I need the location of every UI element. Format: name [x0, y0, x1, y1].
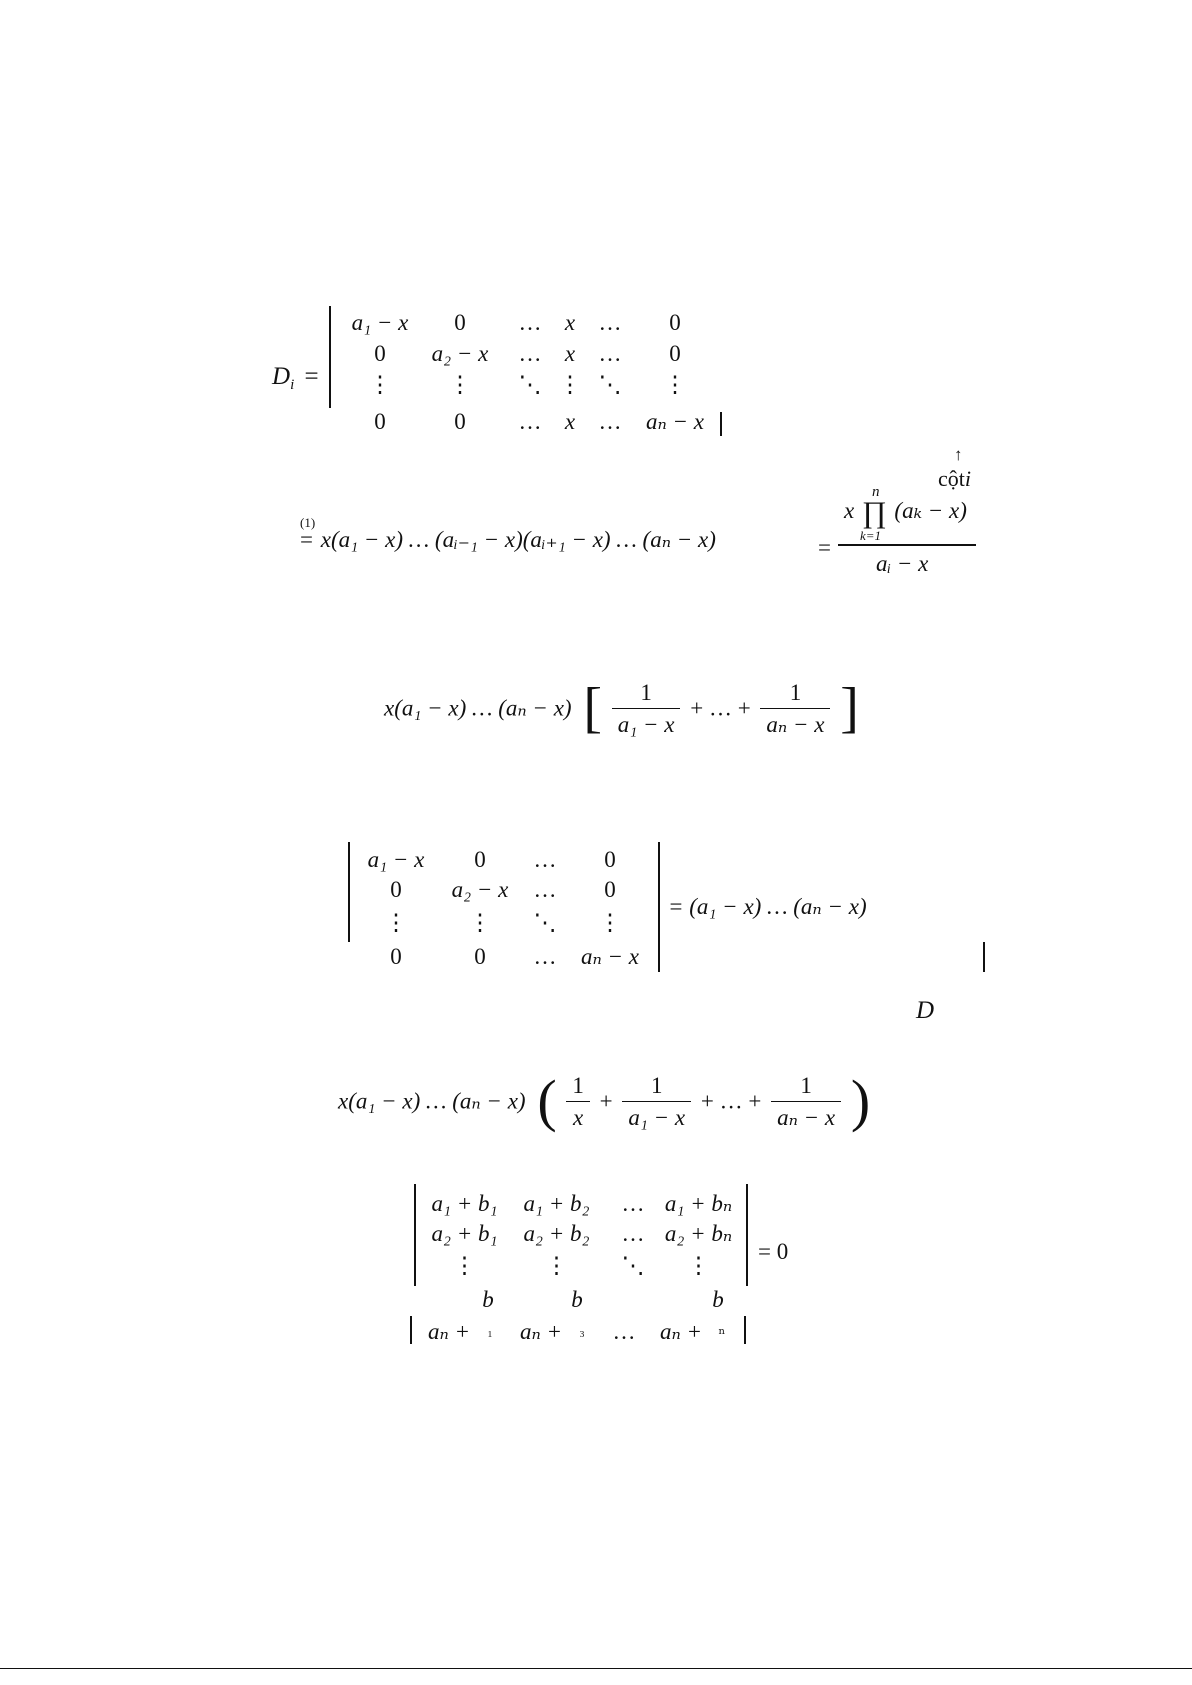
block2-eq-sign: = — [300, 527, 313, 552]
block5-frac0-den: x — [573, 1104, 584, 1130]
block4-cell: 0 — [474, 847, 486, 872]
block4-rhs — [668, 895, 867, 918]
block6-floating-b: b — [712, 1287, 724, 1312]
block2-prod-term: (aₖ − x) — [894, 498, 967, 523]
block3-frac2-num: 1 — [760, 681, 830, 709]
column-arrow-icon: ↑ — [954, 445, 963, 464]
block4-cell: … — [533, 847, 557, 872]
block5-frac1-num: 1 — [622, 1074, 691, 1102]
block4-cell: 0 — [474, 944, 486, 969]
block1-cell: ⋱ — [598, 372, 622, 397]
block1-cell: 0 — [669, 310, 681, 335]
close-bracket-icon: ] — [840, 677, 859, 739]
block2-prod-top: n — [872, 484, 880, 500]
column-label-var: i — [964, 466, 972, 491]
block4-cell: ⋮ — [468, 910, 492, 935]
block1-cell: x — [564, 409, 576, 434]
block4-cell: 0 — [390, 944, 402, 969]
block5-frac0-num: 1 — [566, 1074, 590, 1102]
block6-last-cell: ₃ — [579, 1321, 585, 1338]
block3-plus-dots: + … + — [690, 695, 751, 721]
block4-cell: a₂ − x — [451, 877, 509, 902]
block4-cell: 0 — [604, 847, 616, 872]
block1-cell: aₙ − x — [645, 409, 705, 434]
block2-over-label: (1) — [300, 515, 316, 530]
block2-fraction-line — [838, 544, 976, 546]
block1-cell: x — [564, 310, 576, 335]
block6-cell: a₁ + bₙ — [664, 1191, 733, 1216]
open-paren-icon: ( — [537, 1068, 557, 1133]
block6-cell: a₁ + b₁ — [431, 1191, 498, 1216]
block3-frac2-den: aₙ − x — [766, 711, 825, 737]
block2-prod-bottom: k=1 — [860, 528, 882, 543]
block6-cell: ⋮ — [687, 1253, 710, 1278]
block1-lhs-symbol: D — [272, 363, 291, 390]
block4-cell: aₙ − x — [580, 944, 640, 969]
block6-left-bar — [414, 1184, 416, 1286]
block1-cell: x — [564, 341, 576, 366]
block1-equals: = — [304, 363, 319, 390]
block6-last-cell: aₙ + — [427, 1319, 471, 1344]
block5-formula — [338, 1068, 871, 1133]
product-icon: ∏ — [861, 496, 887, 529]
block4-rhs-text: = (a₁ − x) … (aₙ − x) — [668, 894, 867, 919]
block6-cell: … — [621, 1221, 645, 1246]
block5-plus: + — [599, 1088, 613, 1114]
block1-cell: … — [598, 341, 622, 366]
block5-frac2-den: aₙ − x — [777, 1104, 836, 1130]
block2-num-x: x — [844, 498, 855, 523]
block4-cell: ⋮ — [384, 910, 408, 935]
block5-prefix: x(a₁ − x) … (aₙ − x) — [338, 1088, 526, 1114]
block1-left-bar — [329, 306, 331, 408]
block2-equals: = — [818, 535, 831, 560]
block1-right-bar — [720, 412, 722, 436]
block6-last-left-bar — [410, 1316, 412, 1344]
block6-cell: a₂ + b₂ — [523, 1221, 590, 1246]
block3-frac1-num: 1 — [612, 681, 681, 709]
block6-cell: ⋮ — [453, 1253, 476, 1278]
block3-frac1-den: a₁ − x — [617, 711, 675, 737]
block4-right-bar — [658, 842, 660, 972]
block1-cell: 0 — [454, 310, 466, 335]
block3-formula — [384, 677, 859, 739]
block4-cell: ⋮ — [598, 910, 622, 935]
block1-cell: 0 — [454, 409, 466, 434]
column-label-text: cột — [938, 466, 965, 491]
column-label — [938, 468, 971, 490]
block5-frac2 — [771, 1074, 841, 1129]
block2-denominator — [876, 552, 928, 575]
block5-frac1 — [622, 1074, 691, 1129]
block6-last-cell: … — [612, 1319, 636, 1344]
block6-last-cell: ₁ — [487, 1321, 493, 1338]
block1-cell: 0 — [374, 409, 386, 434]
block6-last-cell: aₙ + — [659, 1319, 703, 1344]
block1-cell: 0 — [669, 341, 681, 366]
block4-left-bar — [348, 842, 350, 942]
block6-right-bar — [746, 1184, 748, 1286]
block1-cell: ⋮ — [663, 372, 687, 397]
block3-frac1 — [612, 681, 681, 736]
block1-cell: ⋮ — [368, 372, 392, 397]
close-paren-icon: ) — [850, 1068, 871, 1133]
block1-cell: a₁ − x — [351, 310, 409, 335]
block4-cell: a₁ − x — [367, 847, 425, 872]
block6-cell: ⋮ — [545, 1253, 568, 1278]
block1-cell: … — [518, 310, 542, 335]
block6-floating-b: b — [571, 1287, 583, 1312]
block1-cell: … — [518, 341, 542, 366]
block5-frac1-den: a₁ − x — [628, 1104, 686, 1130]
block6-cell: a₁ + b₂ — [523, 1191, 590, 1216]
block4-stray-D-text: D — [916, 997, 935, 1024]
block6-last-cell: ₙ — [718, 1321, 726, 1338]
block6-cell: a₂ + bₙ — [664, 1221, 733, 1246]
block6-last-cell: aₙ + — [519, 1319, 563, 1344]
block4-cell: … — [533, 944, 557, 969]
block5-frac0 — [566, 1074, 590, 1129]
block1-cell: ⋱ — [518, 372, 542, 397]
block3-prefix: x(a₁ − x) … (aₙ − x) — [384, 695, 572, 721]
block4-stray-bar — [983, 942, 985, 972]
block4-cell: 0 — [604, 877, 616, 902]
block1-cell: a₂ − x — [431, 341, 489, 366]
block4-cell: 0 — [390, 877, 402, 902]
block5-frac2-num: 1 — [771, 1074, 841, 1102]
block1-cell: ⋮ — [448, 372, 472, 397]
block6-floating-b: b — [482, 1287, 494, 1312]
block2-den-text: aᵢ − x — [876, 551, 929, 576]
block6-cell: ⋱ — [621, 1253, 645, 1278]
block6-cell: … — [621, 1191, 645, 1216]
block6-rhs: = 0 — [758, 1239, 789, 1264]
block1-cell: ⋮ — [558, 372, 582, 397]
block1-cell: … — [598, 310, 622, 335]
block2-eq-with-ref — [300, 515, 716, 552]
block2-numerator — [844, 498, 967, 528]
block1-lhs-subscript: i — [290, 377, 295, 393]
block1-cell: … — [598, 409, 622, 434]
block3-frac2 — [760, 681, 830, 736]
block6-last-right-bar — [744, 1316, 746, 1344]
block4-cell: … — [533, 877, 557, 902]
block5-plus-dots: + … + — [700, 1088, 762, 1114]
block4-cell: ⋱ — [533, 910, 557, 935]
block4-stray-D — [916, 998, 934, 1023]
block6-cell: a₂ + b₁ — [431, 1221, 498, 1246]
block1-cell: … — [518, 409, 542, 434]
block1-lhs — [272, 364, 319, 393]
open-bracket-icon: [ — [583, 677, 602, 739]
page-bottom-rule — [0, 1668, 1192, 1669]
block2-expression: x(a₁ − x) … (aᵢ₋₁ − x)(aᵢ₊₁ − x) … (aₙ − x) — [320, 527, 716, 552]
block1-cell: 0 — [374, 341, 386, 366]
